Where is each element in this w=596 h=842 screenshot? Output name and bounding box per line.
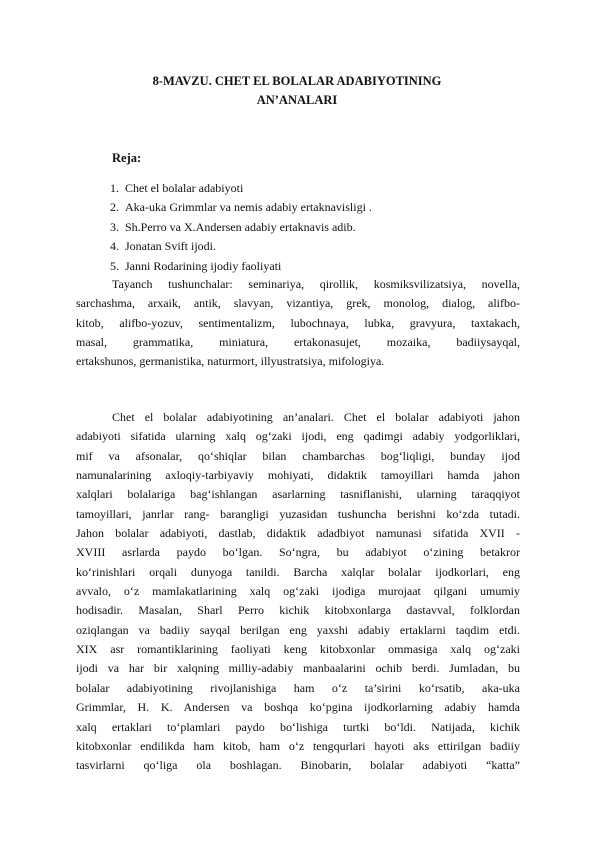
paragraph-line: bolalar adabiyotining rivojlanishiga ham o‘z ta’sirini ko‘rsatib, aka-uka [76,680,520,695]
paragraph-line: adabiyoti sifatida ularning xalq og‘zaki ijodi, eng qadimgi adabiy yodgorliklari, [76,429,520,444]
title-line: 8-MAVZU. CHET EL BOLALAR ADABIYOTINING [152,74,442,88]
plan-item-number: 3. [110,219,119,234]
paragraph-line: Chet el bolalar adabiyotining an’analari. Chet el bolalar adabiyoti jahon [112,410,520,424]
plan-item-number: 2. [110,200,119,215]
paragraph-line: ko‘rinishlari orqali dunyoga tanildi. Barcha xalqlar bolalar ijodkorlari, eng [76,564,520,579]
page-title [76,72,518,110]
paragraph-line: xalq ertaklari to‘plamlari paydo bo‘lishiga turtki bo‘ldi. Natijada, kichik [76,719,520,734]
plan-heading: Reja: [112,151,142,165]
plan-list [110,179,372,276]
plan-item [110,237,372,256]
paragraph-line: Jahon bolalar adabiyoti, dastlab, didaktik adadbiyot namunasi sifatida XVII - [76,526,520,541]
paragraph-line: Grimmlar, H. K. Andersen va boshqa ko‘pgina ijodkorlarning adabiy hamda [76,700,520,715]
paragraph-line: tasvirlarni qo‘liga ola boshlagan. Binobarin, bolalar adabiyoti “katta” [76,758,520,773]
plan-item [110,179,372,198]
paragraph-line: xalqlari bolalariga bag‘ishlangan asarlarning tasniflanishi, ularning taraqqiyot [76,487,520,502]
plan-item-number: 4. [110,239,119,254]
plan-item-number: 5. [110,258,119,273]
paragraph-line: oziqlangan va badiiy sayqal berilgan eng yaxshi adabiy ertaklarni taqdim etdi. [76,622,520,637]
paragraph-line: XVIII asrlarda paydo bo‘lgan. So‘ngra, bu adabiyot o‘zining betakror [76,545,520,560]
plan-item [110,218,372,237]
paragraph-line: namunalarining axloqiy-tarbiyaviy mohiyati, didaktik tamoyillari hamda jahon [76,468,520,483]
plan-item-number: 1. [110,181,119,195]
paragraph-line: ertakshunos, germanistika, naturmort, illyustratsiya, mifologiya. [76,354,385,369]
paragraph-line: kitobxonlar endilikda ham kitob, ham o‘z tengqurlari hayoti aks ettirilgan badiiy [76,738,520,753]
plan-item-text: Jonatan Svift ijodi. [125,239,216,254]
body-paragraph [76,408,520,776]
key-concepts-paragraph [76,275,520,372]
title-line: AN’ANALARI [256,93,338,107]
paragraph-line: tamoyillari, janrlar rang- barangligi yuzasidan tushuncha berishni ko‘zda tutadi. [76,506,520,521]
plan-item-text: Sh.Perro va X.Andersen adabiy ertaknavis adib. [125,219,356,234]
plan-item-text: Aka-uka Grimmlar va nemis adabiy ertaknavisligi . [125,200,372,215]
plan-item-text: Janni Rodarining ijodiy faoliyati [125,258,282,273]
paragraph-line: XIX asr romantiklarining faoliyati keng kitobxonlar ommasiga xalq og‘zaki [76,642,520,657]
plan-item [110,198,372,217]
paragraph-line: hodisadir. Masalan, Sharl Perro kichik kitobxonlarga dastavval, folklordan [76,603,520,618]
paragraph-line: avvalo, o‘z mamlakatlarining xalq og‘zaki ijodiga murojaat qilgani umumiy [76,584,520,599]
plan-item [110,257,372,276]
paragraph-line: masal, grammatika, miniatura, ertakonasujet, mozaika, badiiysayqal, [76,335,520,350]
plan-item-text: Chet el bolalar adabiyoti [125,181,244,195]
paragraph-line: Tayanch tushunchalar: seminariya, qirollik, kosmiksvilizatsiya, novella, [112,277,520,291]
paragraph-line: sarchashma, arxaik, antik, slavyan, vizantiya, grek, monolog, dialog, alifbo- [76,296,520,311]
paragraph-line: kitob, alifbo-yozuv, sentimentalizm, lubochnaya, lubka, gravyura, taxtakach, [76,315,520,330]
paragraph-line: ijodi va har bir xalqning milliy-adabiy manbaalarini ochib berdi. Jumladan, bu [76,661,520,676]
paragraph-line: mif va afsonalar, qo‘shiqlar bilan chambarchas bog‘liqligi, bunday ijod [76,448,520,463]
